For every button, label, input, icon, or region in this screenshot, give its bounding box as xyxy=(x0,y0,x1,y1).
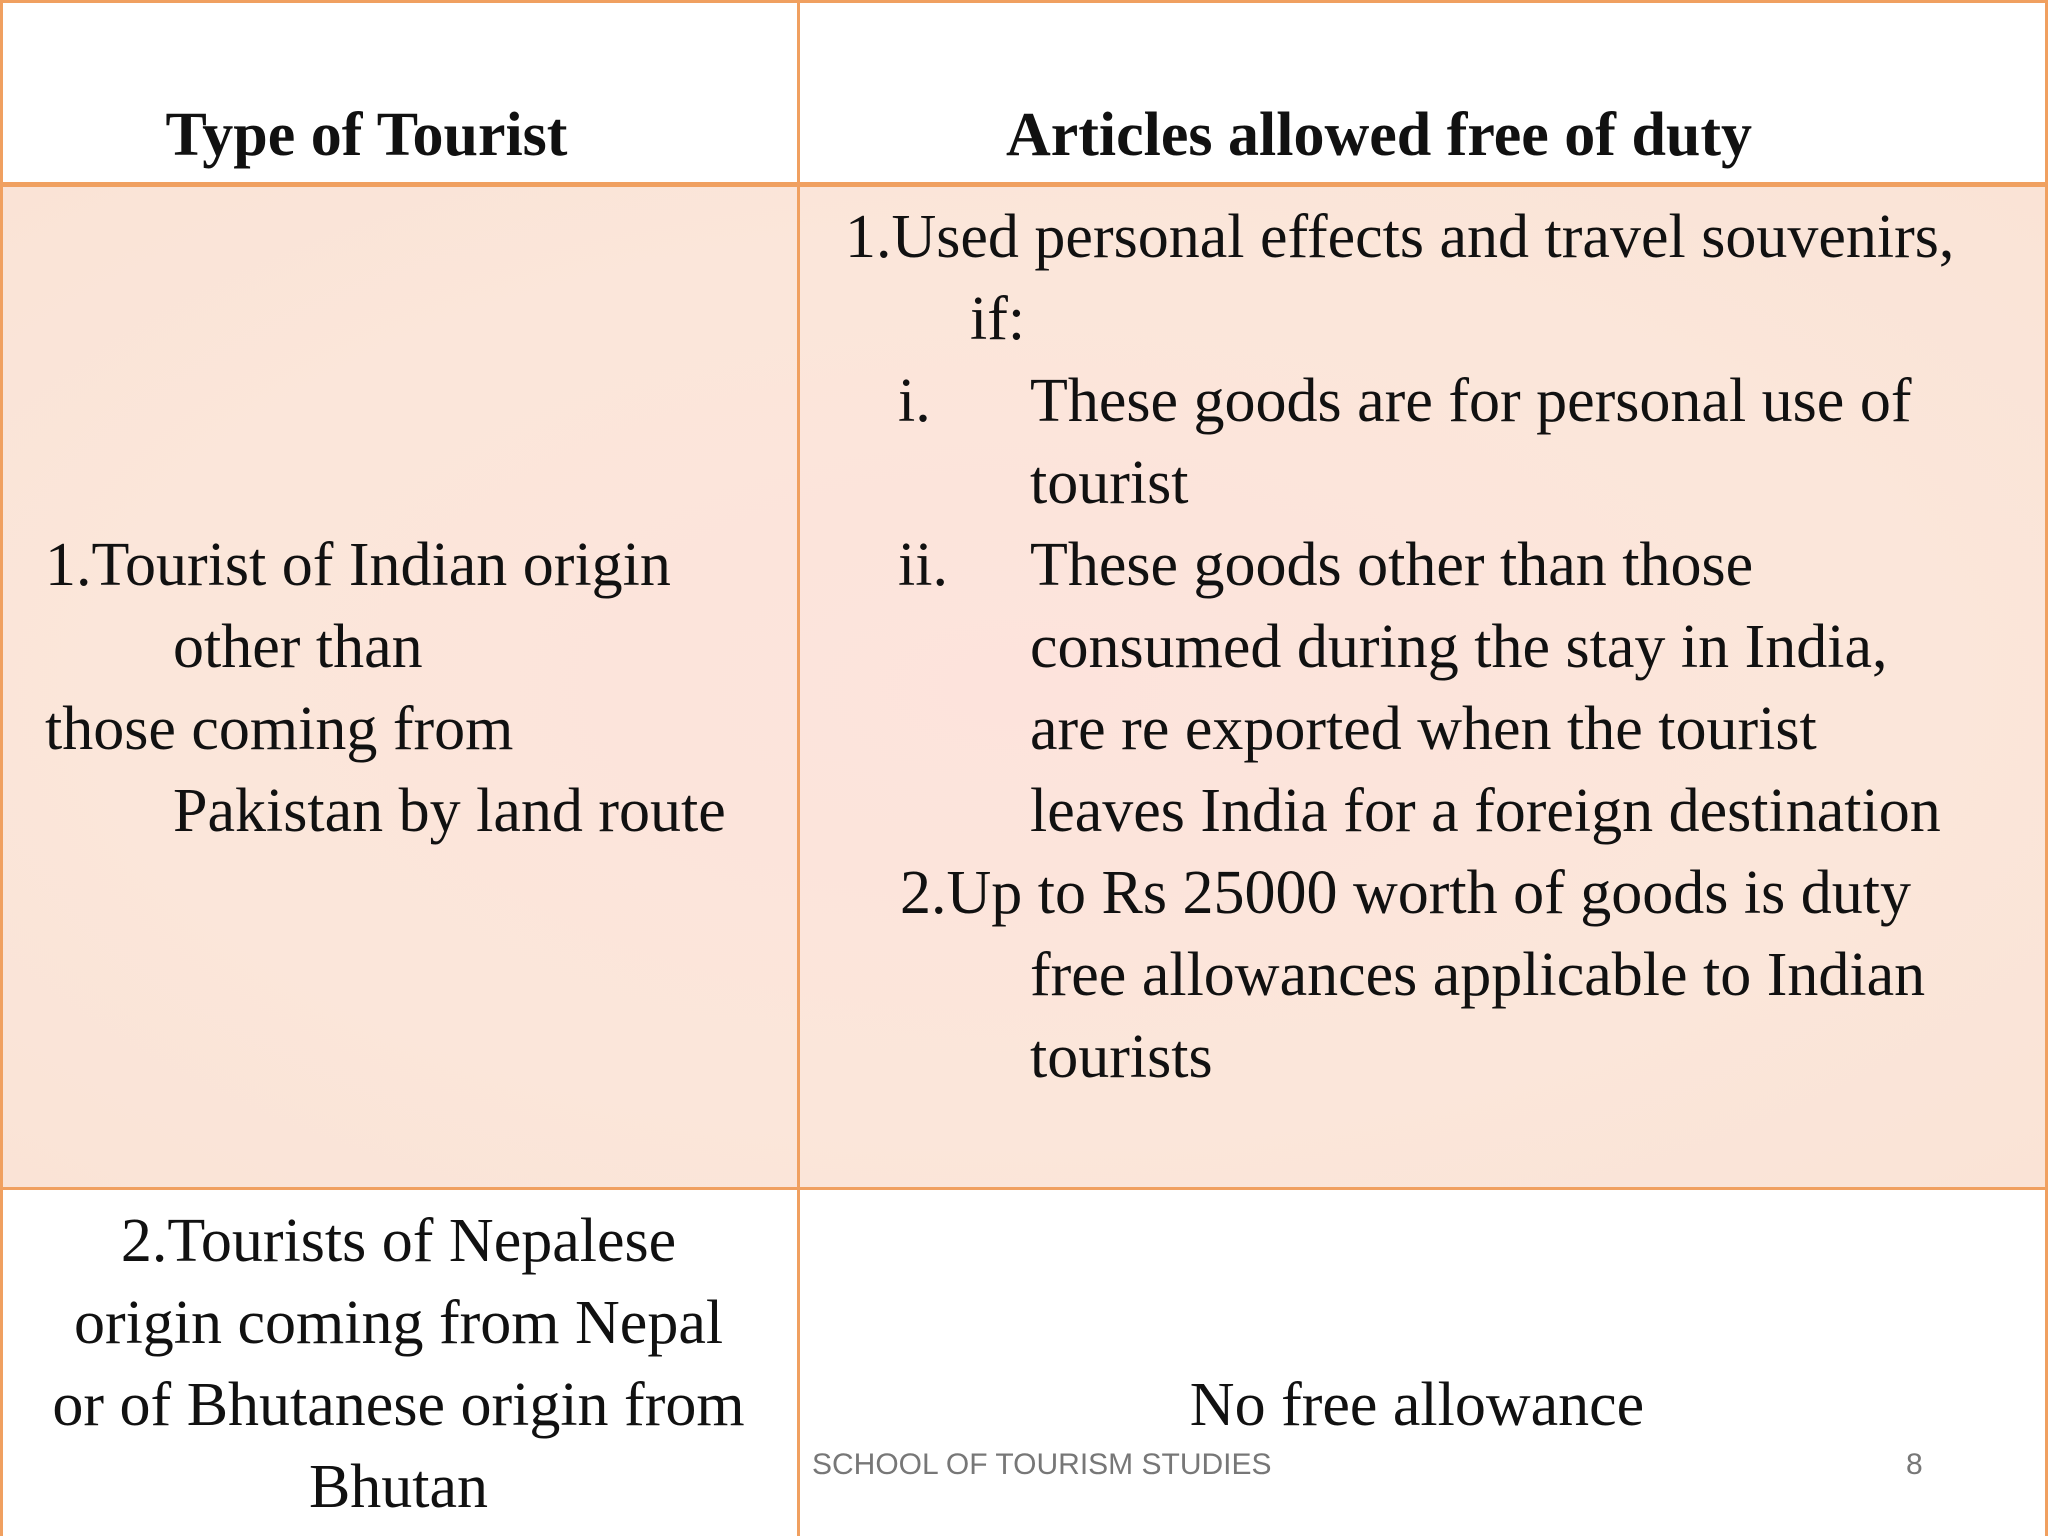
row1-type-line: those coming from xyxy=(45,695,514,763)
list-marker: ii. xyxy=(898,531,948,599)
row1-articles-line: free allowances applicable to Indian xyxy=(1030,941,1926,1009)
row2-type-line: or of Bhutanese origin from xyxy=(52,1371,745,1439)
row1-articles-line: if: xyxy=(970,285,1026,353)
row1-type-line: Pakistan by land route xyxy=(173,777,726,845)
row1-articles-line: tourist xyxy=(1030,449,1189,517)
row-divider xyxy=(0,1187,2048,1190)
row2-type-line: 2.Tourists of Nepalese xyxy=(120,1207,677,1275)
header-type-of-tourist: Type of Tourist xyxy=(165,101,568,169)
row1-articles-line: These goods other than those xyxy=(1030,531,1754,599)
list-marker: i. xyxy=(898,367,931,435)
row1-articles-line: tourists xyxy=(1030,1023,1213,1091)
table-top-border xyxy=(0,0,2048,3)
row1-articles-line: 1.Used personal effects and travel souvenirs, xyxy=(845,203,1955,271)
row1-articles-line: These goods are for personal use of xyxy=(1030,367,1912,435)
row2-articles: No free allowance xyxy=(1189,1371,1645,1439)
header-divider xyxy=(0,182,2048,187)
row1-type-line: 1.Tourist of Indian origin xyxy=(45,531,671,599)
row1-articles-line: are re exported when the tourist xyxy=(1030,695,1817,763)
header-articles-allowed: Articles allowed free of duty xyxy=(1005,101,1753,169)
row2-type-line: origin coming from Nepal xyxy=(73,1289,724,1357)
footer-label: SCHOOL OF TOURISM STUDIES xyxy=(812,1448,1272,1481)
row1-articles-line: leaves India for a foreign destination xyxy=(1030,777,1941,845)
column-divider xyxy=(797,0,800,1536)
row1-articles-line: consumed during the stay in India, xyxy=(1030,613,1888,681)
row1-articles-line: 2.Up to Rs 25000 worth of goods is duty xyxy=(900,859,1911,927)
row1-type-line: other than xyxy=(173,613,423,681)
page-number: 8 xyxy=(1906,1448,1923,1481)
row2-type-line: Bhutan xyxy=(308,1453,489,1521)
